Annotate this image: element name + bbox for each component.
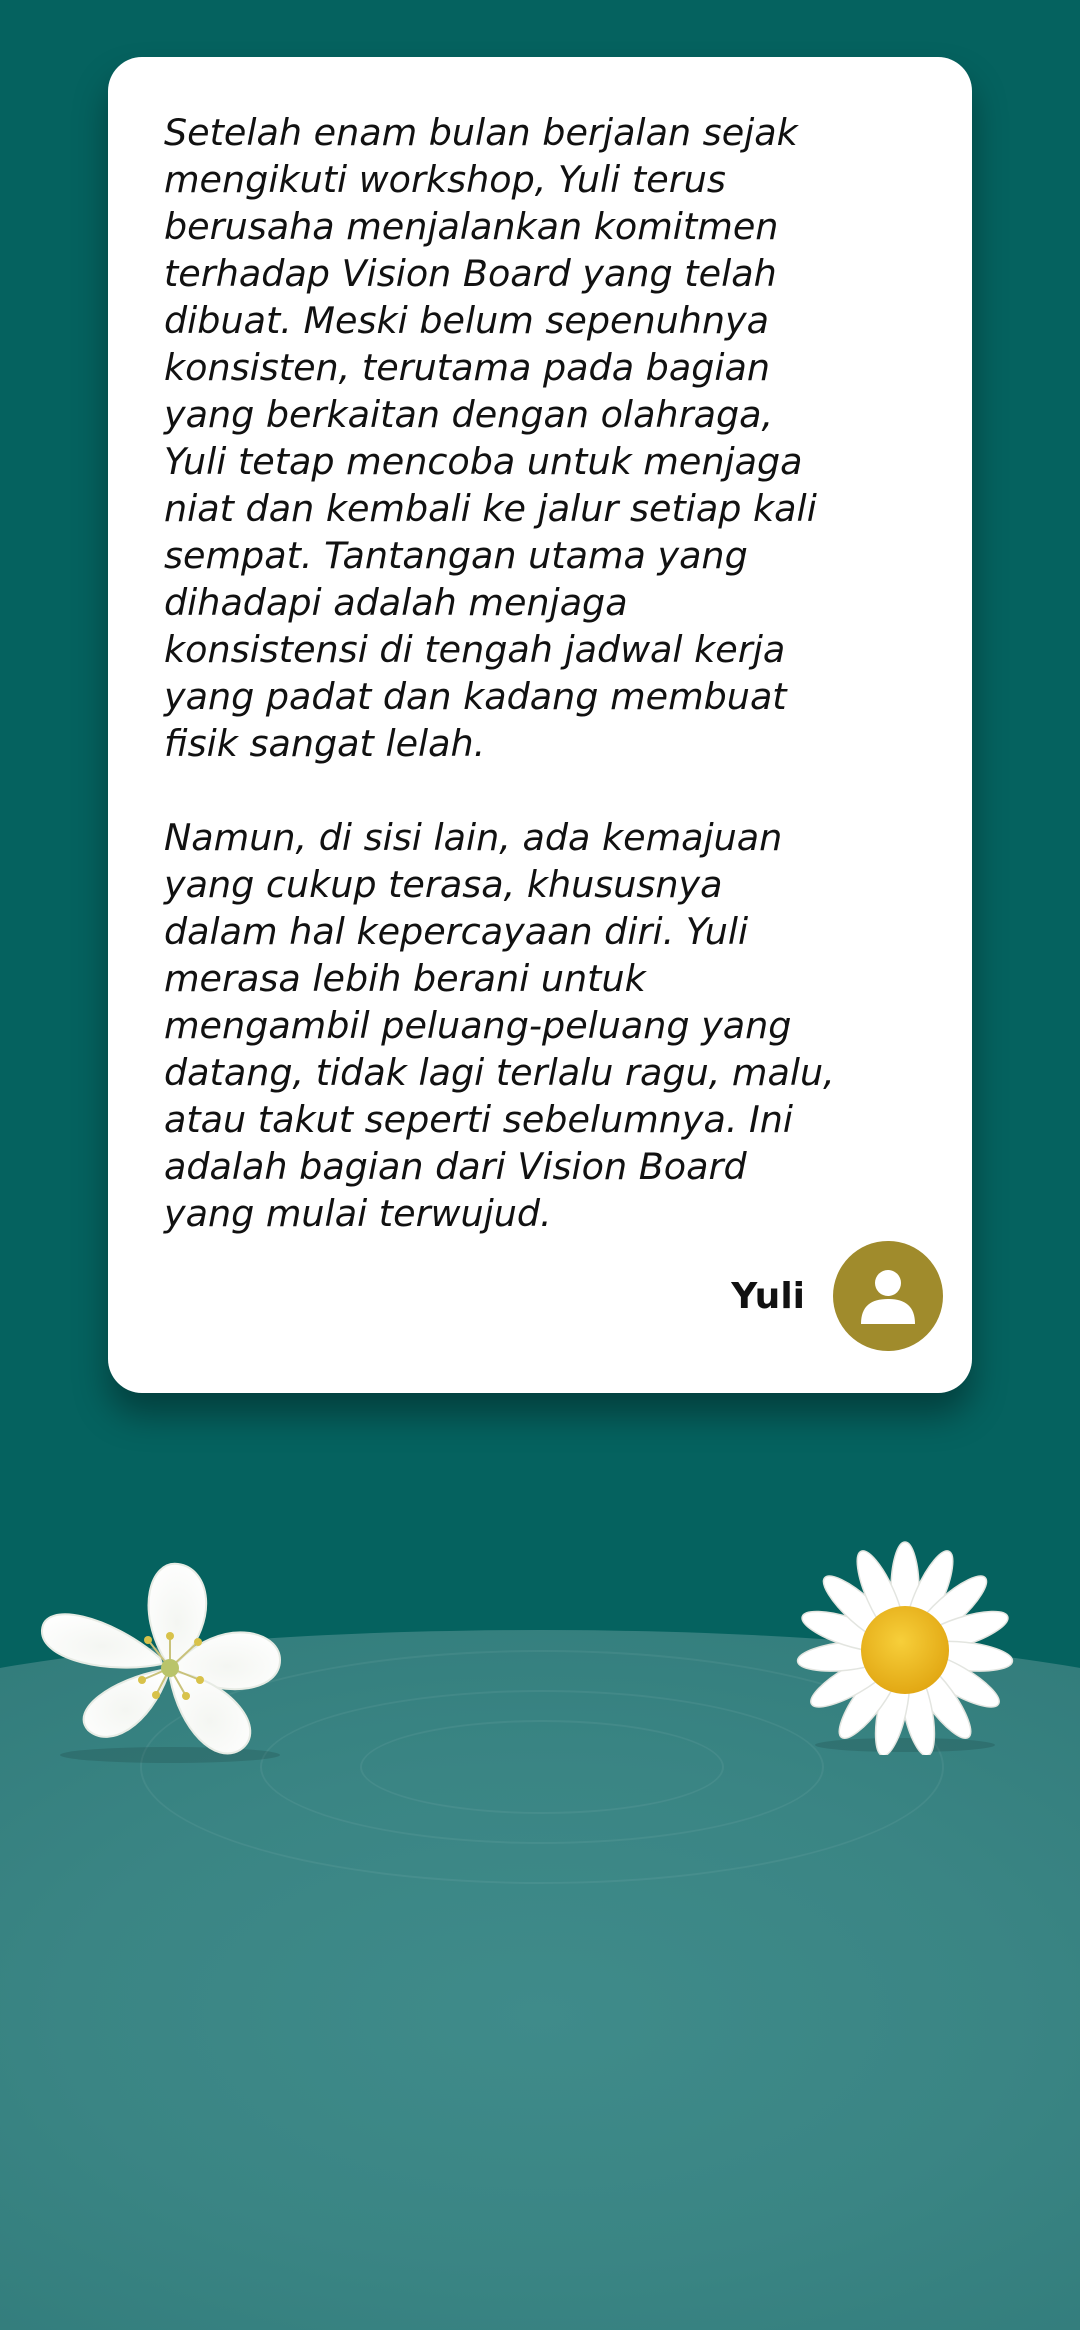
testimonial-paragraph-2 [164,814,954,1237]
text-line: terhadap Vision Board yang telah [164,252,777,295]
text-line: datang, tidak lagi terlalu ragu, malu, [164,1051,835,1094]
text-line: Setelah enam bulan berjalan sejak [164,111,798,154]
testimonial-card [108,57,972,1393]
author-name: Yuli [731,1275,805,1317]
user-icon [859,1268,917,1324]
text-line: fisik sangat lelah. [164,722,486,765]
text-line: dibuat. Meski belum sepenuhnya [164,299,769,342]
author-block [731,1241,943,1351]
text-line: dalam hal kepercayaan diri. Yuli [164,910,749,953]
text-line: yang mulai terwujud. [164,1192,552,1235]
testimonial-paragraph-1 [164,109,954,767]
text-line: Yuli tetap mencoba untuk menjaga [164,440,803,483]
text-line: yang berkaitan dengan olahraga, [164,393,774,436]
text-line: atau takut seperti sebelumnya. Ini [164,1098,794,1141]
text-line: Namun, di sisi lain, ada kemajuan [164,816,783,859]
avatar [833,1241,943,1351]
testimonial-body [164,109,954,1237]
text-line: yang cukup terasa, khususnya [164,863,723,906]
text-line: konsistensi di tengah jadwal kerja [164,628,786,671]
daisy-flower-icon [785,1540,1025,1755]
text-line: konsisten, terutama pada bagian [164,346,771,389]
text-line: dihadapi adalah menjaga [164,581,628,624]
jasmine-flower-icon [30,1550,310,1765]
text-line: mengikuti workshop, Yuli terus [164,158,726,201]
text-line: mengambil peluang-peluang yang [164,1004,792,1047]
text-line: niat dan kembali ke jalur setiap kali [164,487,817,530]
text-line: berusaha menjalankan komitmen [164,205,779,248]
text-line: adalah bagian dari Vision Board [164,1145,747,1188]
text-line: yang padat dan kadang membuat [164,675,787,718]
text-line: merasa lebih berani untuk [164,957,646,1000]
text-line: sempat. Tantangan utama yang [164,534,748,577]
